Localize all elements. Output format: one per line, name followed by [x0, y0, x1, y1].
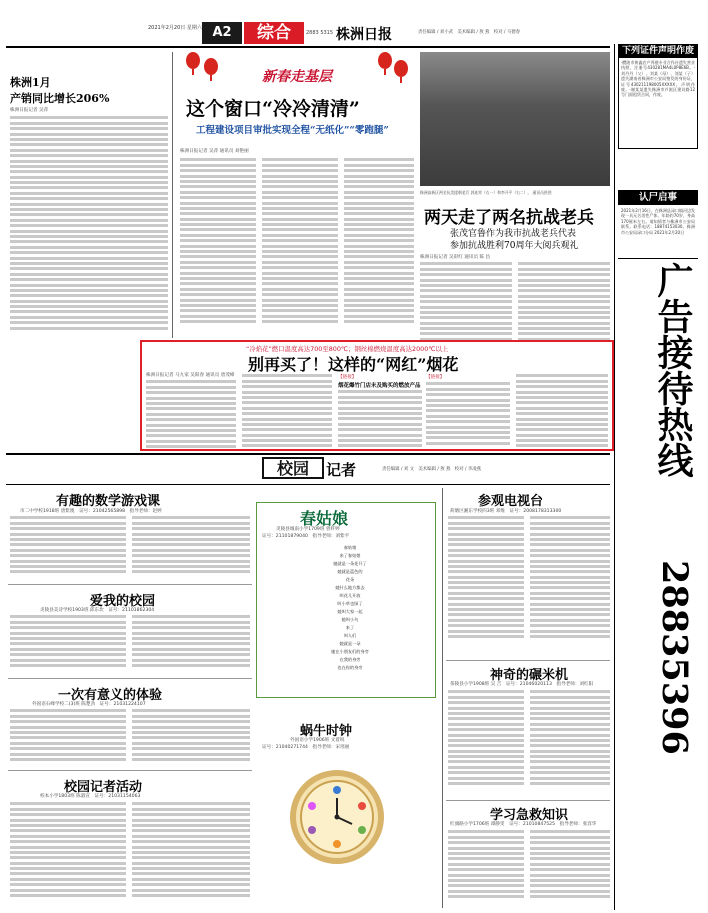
- veterans-subhead-1: 张茂官鲁作为我市抗战老兵代表: [450, 229, 577, 239]
- ad-heading: 认尸启事: [618, 190, 698, 205]
- article-body-rice-2: [530, 688, 610, 794]
- poem-line: 她就是一朵花开了: [333, 561, 367, 566]
- paper-logo: 株洲日报: [336, 27, 392, 43]
- section-label: 综合: [244, 22, 304, 44]
- poem-line: 来了: [345, 625, 355, 630]
- lantern-icon: [186, 52, 200, 69]
- poem-line: 春姑娘: [343, 545, 357, 550]
- right-column-divider: [614, 44, 615, 910]
- fireworks-byline: 株洲日报记者 马九家 吴阳春 通讯员 唐茂峰: [146, 373, 235, 378]
- poem-line: 叫小草也绿了: [337, 601, 363, 606]
- poem-line: 花朵: [345, 577, 355, 582]
- left-byline: 株洲日报记者 吴萍: [10, 108, 49, 113]
- editor-credits: 责任编辑 / 刘小武 美术编辑 / 敖 燕 校对 / 马德春: [418, 30, 521, 35]
- campus-tag-label: 校园: [262, 457, 324, 479]
- poem-line: 也在你的身旁: [337, 665, 363, 670]
- divider: [8, 584, 252, 585]
- article-body-tv-1: [448, 514, 524, 652]
- snail-clock-code: 证号：21040271744 指导老师：宋瑶丽: [262, 745, 350, 750]
- article-body-reporter-1: [10, 800, 126, 904]
- poem-line: 在我的身旁: [339, 657, 361, 662]
- banner-subtitle: 工程建设项目审批实现全程“无纸化”“零跑腿”: [196, 125, 389, 136]
- article-title-firstaid: 学习急救知识: [490, 808, 569, 823]
- poem-line: 来了春姑娘: [339, 553, 361, 558]
- article-byline-reporter: 校本小学1803班 陈淑宣 证号：21031154063: [40, 794, 141, 799]
- fireworks-sidebar-title: 烟花爆竹门店未及购买的燃放产品: [338, 383, 421, 389]
- divider: [8, 678, 252, 679]
- poem-code: 证号：21101879040 指导老师：刘紫平: [262, 534, 350, 539]
- poem-line: 她叫大家一起: [337, 609, 363, 614]
- article-byline-math: 市二中学校1918班 唐紫澳 证号：21042565898 指导老师：赵婷: [20, 509, 162, 514]
- fireworks-body-col3: [338, 388, 422, 448]
- article-body-campus-1: [10, 613, 126, 671]
- header-rule: [6, 46, 610, 48]
- poem-title: 春姑娘: [300, 509, 349, 528]
- article-byline-firstaid: 红旗路小学1706班 谭静雯 证号：21010847525 指导老师：张容华: [450, 822, 597, 827]
- poem-byline: 炎陵县城南小学1709班 曾纤婷: [276, 527, 340, 532]
- article-byline-campus: 炎陵县美诗学校1903班 邱东坎 证号：21101862304: [40, 608, 155, 613]
- notice-heading: 下列证件声明作废: [618, 44, 698, 58]
- fireworks-sidebar-tag-2: 【链接】: [426, 375, 445, 380]
- fireworks-kicker: “冷焰花”燃口温度高达700至800℃；钢丝棉燃烧温度高达2000℃以上: [246, 345, 449, 353]
- snail-clock-byline: 外国语小学1906班 文着锐: [290, 738, 345, 743]
- article-body-math-1: [10, 514, 126, 576]
- banner-byline: 株洲日报记者 吴萍 通讯员 刘艳丽: [180, 149, 249, 154]
- campus-reporter-tag: [262, 455, 370, 481]
- banner-kicker: 新春走基层: [262, 69, 332, 85]
- column-divider: [172, 52, 173, 338]
- article-body-reporter-2: [132, 800, 250, 904]
- left-headline: 株洲1月: [10, 76, 51, 89]
- article-body-experience-2: [132, 707, 250, 765]
- article-title-campus: 爱我的校园: [90, 594, 156, 609]
- poem-line: 她什么地方都去: [335, 585, 365, 590]
- fireworks-sidebar-tag: 【链接】: [338, 375, 357, 380]
- poem-line: 她叫小鸟: [341, 617, 359, 622]
- veterans-body-col1: [420, 260, 512, 338]
- article-body-campus-2: [132, 613, 250, 671]
- lantern-icon: [378, 52, 392, 69]
- divider: [446, 660, 610, 661]
- banner-body-col3: [344, 156, 414, 334]
- divider: [8, 770, 252, 771]
- fireworks-body-col1: [146, 378, 236, 448]
- lantern-icon: [204, 58, 218, 75]
- article-body-math-2: [132, 514, 250, 576]
- left-article-body: [10, 114, 168, 336]
- article-title-experience: 一次有意义的体验: [58, 688, 163, 703]
- veterans-body-col2: [518, 260, 610, 338]
- article-body-tv-2: [530, 514, 610, 652]
- poem-lines: [300, 544, 400, 672]
- article-body-firstaid-1: [448, 828, 524, 906]
- banner-headline: 这个窗口“冷冷清清”: [186, 98, 360, 120]
- article-byline-tv: 荷塘区湘东学校四3班 邓维 证号：2008178313300: [450, 509, 562, 514]
- section-phone: 2883 5315: [306, 30, 334, 36]
- poem-line: 她就是蓝色的: [337, 569, 363, 574]
- poem-line: 她在小朋友们的身旁: [331, 649, 369, 654]
- fireworks-headline: 别再买了！这样的“网红”烟花: [248, 355, 459, 374]
- column-divider: [442, 488, 443, 908]
- poem-line: 叫花儿开放: [339, 593, 361, 598]
- article-body-rice-1: [448, 688, 524, 794]
- article-title-math: 有趣的数学游戏课: [56, 494, 161, 509]
- campus-tag-label-2: 记者: [326, 461, 357, 479]
- veterans-photo: [420, 52, 610, 186]
- left-subheadline: 产销同比增长206%: [10, 92, 110, 105]
- banner-body-col1: [180, 156, 256, 334]
- page-number: A2: [202, 22, 242, 44]
- veterans-subhead-2: 参加抗战胜利70周年大阅兵观礼: [450, 241, 579, 251]
- campus-editor-credits: 责任编辑 / 刘 文 美术编辑 / 敖 燕 校对 / 李凌燕: [382, 467, 482, 472]
- article-body-firstaid-2: [530, 828, 610, 906]
- issue-date: 2021年2月20日 星期六: [148, 25, 202, 31]
- poem-line: 她就是一朵: [339, 641, 361, 646]
- veterans-headline: 两天走了两名抗战老兵: [424, 208, 594, 228]
- poem-line: 叫人们: [343, 633, 357, 638]
- article-title-tv: 参观电视台: [478, 494, 544, 509]
- article-byline-rice: 茶陵县小学1908班 吴 吉 证号：21046020113 指导老师：刘红阳: [450, 682, 594, 687]
- banner-body-col2: [262, 156, 338, 334]
- article-byline-experience: 外国语石峰学校二(3)班 陈楚劲 证号：21031224107: [32, 702, 146, 707]
- article-title-rice: 神奇的碾米机: [490, 668, 569, 683]
- ad-hotline-label: 广告接待热线: [652, 262, 694, 478]
- divider: [446, 800, 610, 801]
- notice-text: ·醴陵市黄鑫农产养殖专业合作社遗失营业执照，注册号430281MA4L0P8E6B。·刘丹丹（父）、刘某（母）、刘某（子）遗失湖南省株洲市公安局签发的身份证，证号430211198005XXXXX，声明作废。·谢某某遗失株洲市芦淞区建设路12号门面租赁合同，作废。: [621, 60, 695, 98]
- ad-divider: [618, 258, 698, 259]
- ad-text: 2021年2月16日，在株洲县渌口镇河边发现一具无名男性尸体，年龄约70岁，身高170厘米左右。请知情者与株洲市公安局联系。联系电话：18874153030。株洲市公安局渌口分局 2021年2月20日: [621, 208, 695, 235]
- clock-face-icon: [296, 776, 378, 858]
- veterans-byline: 株洲日报记者 吴彩红 通讯员 陈 昌: [420, 255, 491, 260]
- article-body-experience-1: [10, 707, 126, 765]
- article-title-reporter: 校园记者活动: [64, 780, 143, 795]
- snail-clock-image: [290, 770, 384, 864]
- fireworks-body-col5: [516, 372, 608, 448]
- ad-hotline-number: 28835396: [654, 560, 695, 755]
- fireworks-body-col4: [426, 380, 510, 448]
- snail-clock-title: 蜗牛时钟: [300, 724, 353, 739]
- veterans-caption: 株洲高新区两名抗美援朝老兵 郭连荣（右一）和李开平（右二）。 通讯员供图: [420, 190, 552, 195]
- section-rule-2: [6, 484, 610, 485]
- fireworks-body-col2: [242, 372, 332, 448]
- lantern-icon: [394, 60, 408, 77]
